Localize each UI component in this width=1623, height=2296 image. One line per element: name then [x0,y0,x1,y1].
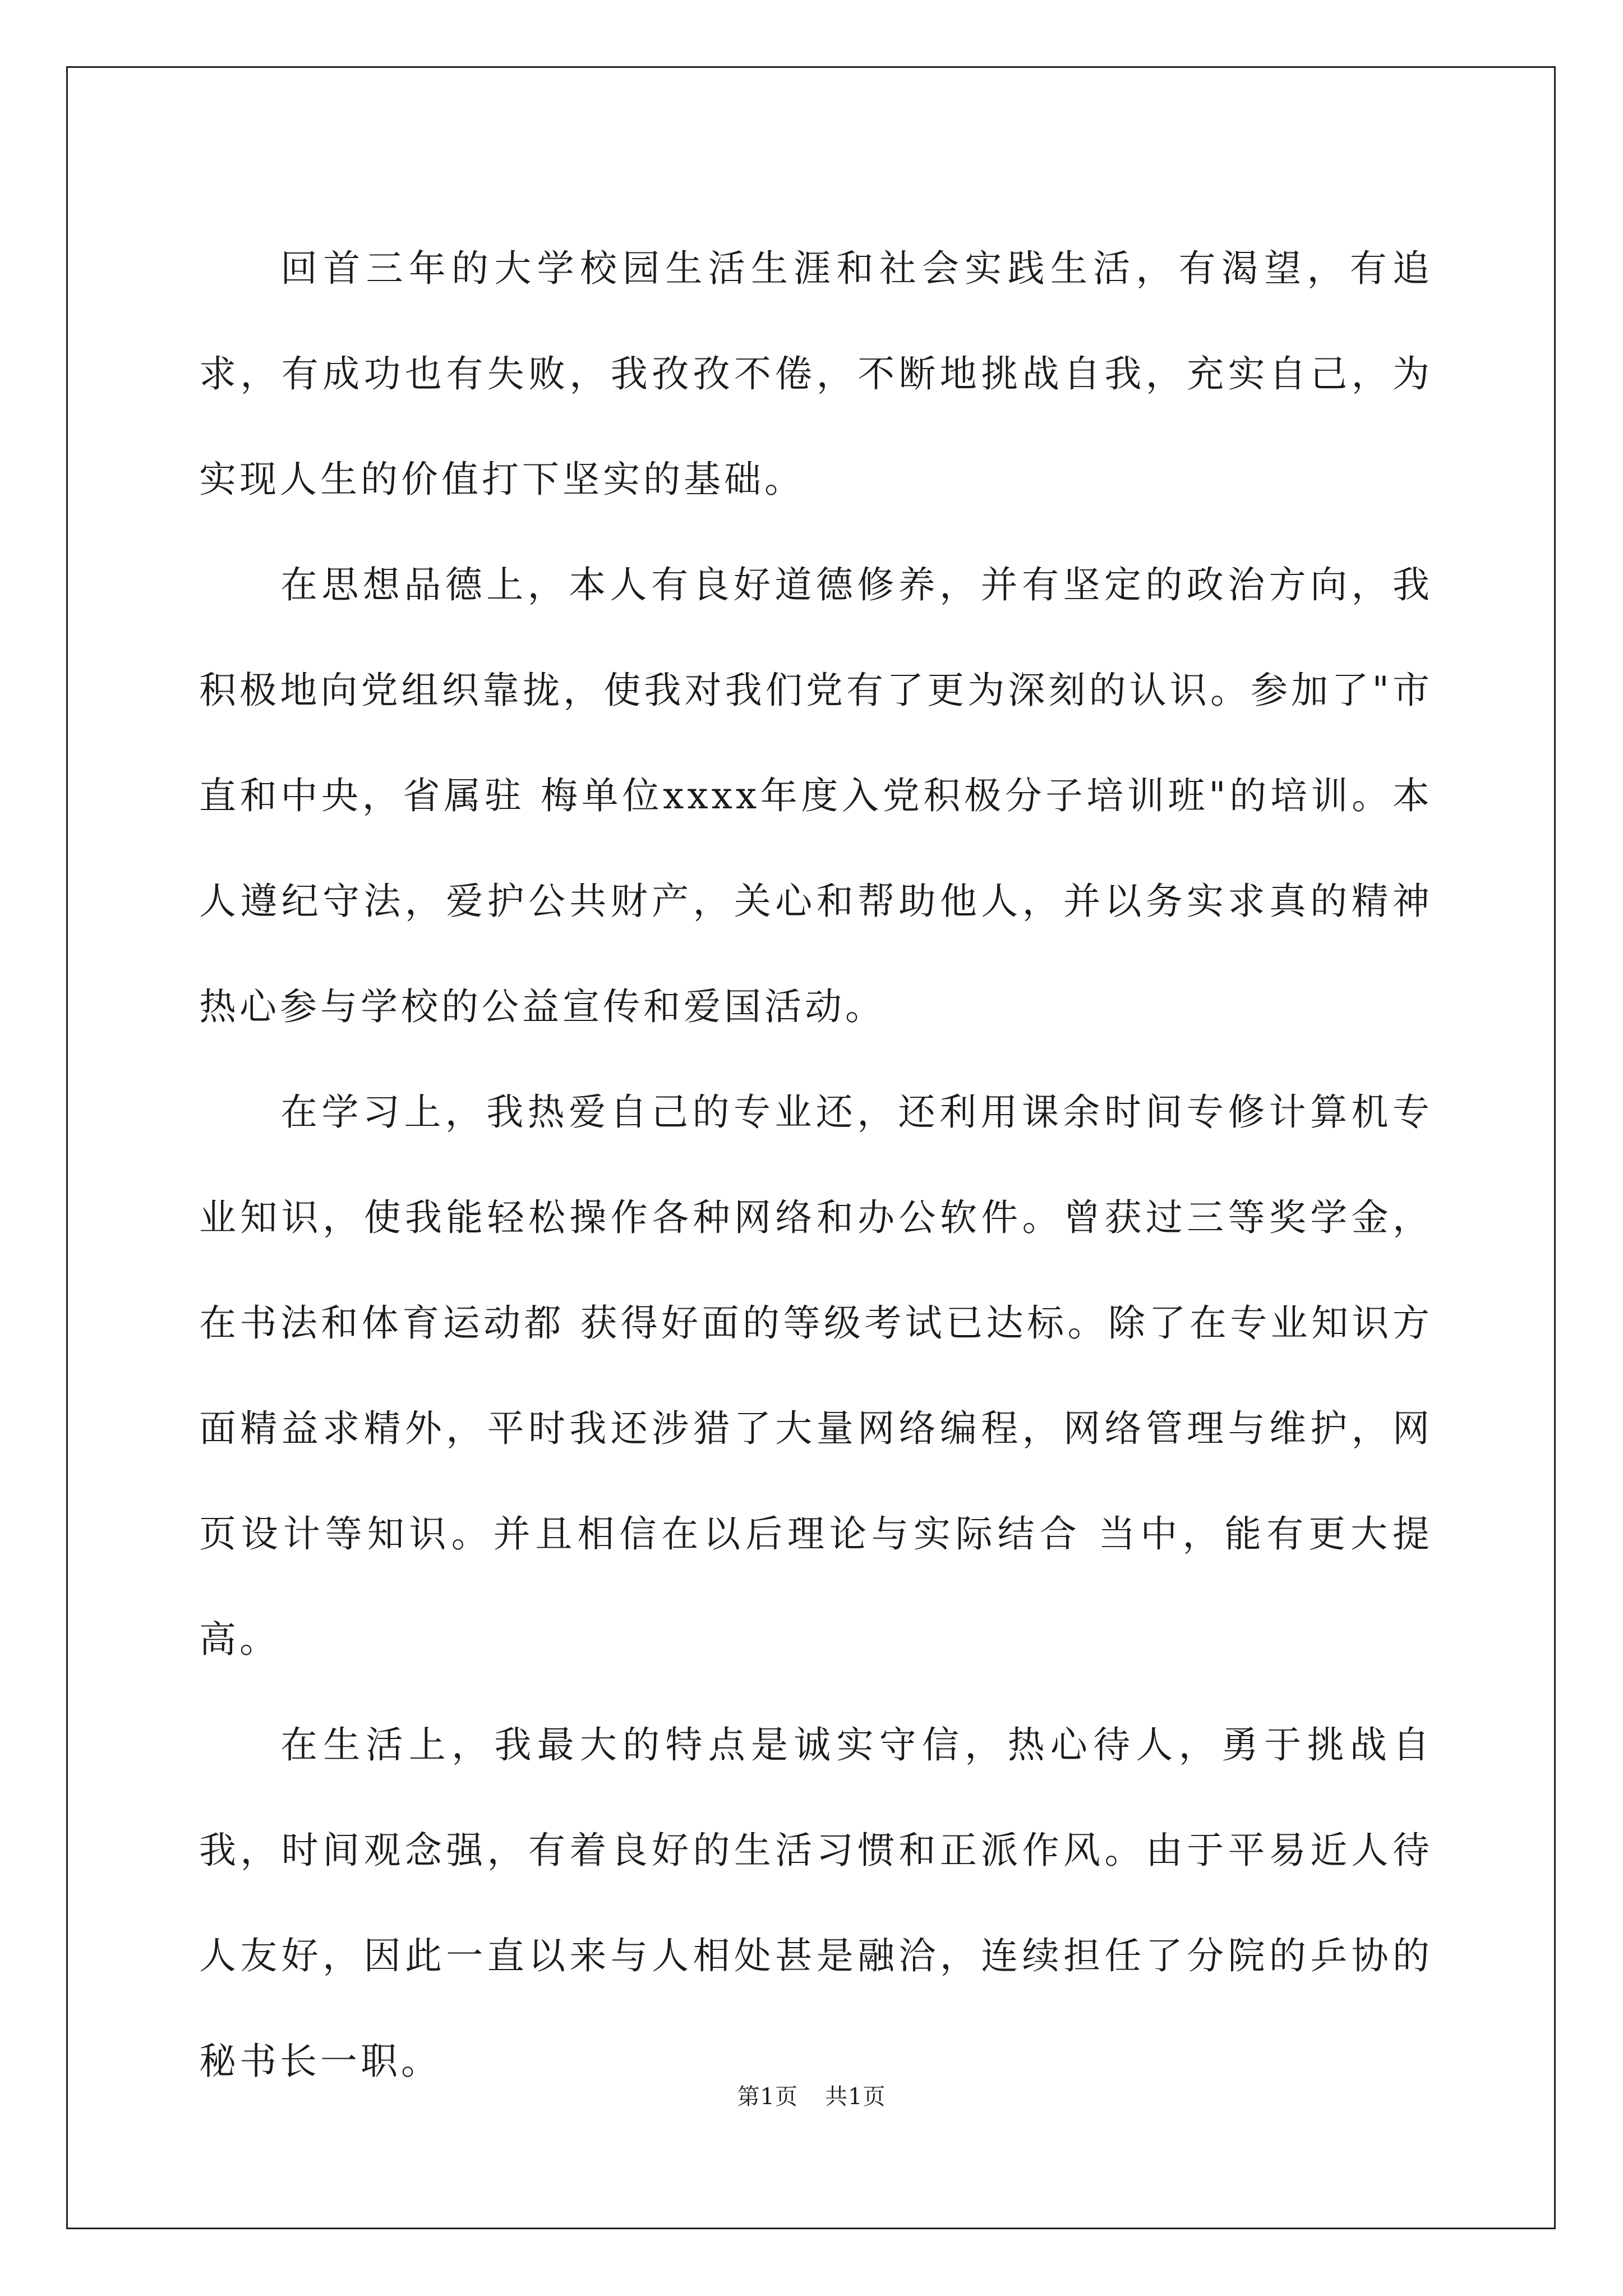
page-footer [0,2079,1623,2111]
page-number: 第1页 [737,2084,798,2110]
paragraph-life: 在生活上，我最大的特点是诚实守信，热心待人，勇于挑战自我，时间观念强，有着良好的生活习惯和正派作风。由于平易近人待人友好，因此一直以来与人相处甚是融洽，连续担任了分院的乒协的秘书长一职。 [199,1723,1433,2083]
paragraph-intro: 回首三年的大学校园生活生涯和社会实践生活，有渴望，有追求，有成功也有失败，我孜孜不倦，不断地挑战自我，充实自己，为实现人生的价值打下坚实的基础。 [199,247,1433,501]
document-body [199,216,1433,2114]
paragraph-study: 在学习上，我热爱自己的专业还，还利用课余时间专修计算机专业知识，使我能轻松操作各种网络和办公软件。曾获过三等奖学金，在书法和体育运动都 获得好面的等级考试已达标。除了在专业知识方面精益求精外，平时我还涉猎了大量网络编程，网络管理与维护，网页设计等知识。并且相信在以后理论与实际结合 当中，能有更大提高。 [199,1091,1433,1661]
page-total: 共1页 [825,2084,886,2110]
paragraph-ideology: 在思想品德上，本人有良好道德修养，并有坚定的政治方向，我积极地向党组织靠拢，使我对我们党有了更为深刻的认识。参加了"市直和中央，省属驻 梅单位xxxx年度入党积极分子培训班"的培训。本人遵纪守法，爱护公共财产，关心和帮助他人，并以务实求真的精神热心参与学校的公益宣传和爱国活动。 [199,563,1433,1028]
